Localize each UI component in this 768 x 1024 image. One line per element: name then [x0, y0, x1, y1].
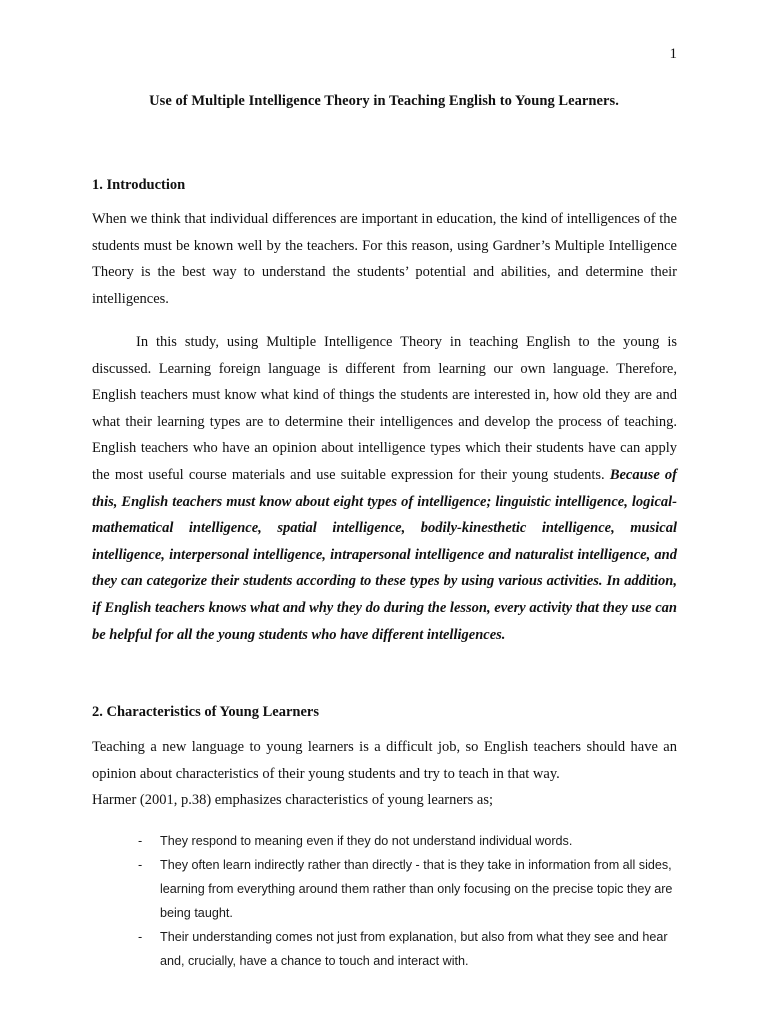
characteristics-paragraph-1: Teaching a new language to young learners is a difficult job, so English teachers should have an opinion about characteristics of their young students and try to teach in that way.	[92, 739, 677, 782]
section-heading-characteristics: 2. Characteristics of Young Learners	[92, 704, 319, 720]
characteristics-paragraph-2: Harmer (2001, p.38) emphasizes characteristics of young learners as;	[92, 792, 494, 808]
bullet-text: They respond to meaning even if they do not understand individual words.	[160, 834, 573, 848]
page-number: 1	[669, 46, 677, 62]
bullet-item	[92, 829, 677, 853]
bullet-text: They often learn indirectly rather than directly - that is they take in information from all sides, learning from everything around them rather than only focusing on the precise topic they are being taught.	[160, 858, 673, 920]
characteristics-bullet-list	[92, 829, 677, 973]
bullet-marker: -	[138, 858, 143, 872]
document-title: Use of Multiple Intelligence Theory in Teaching English to Young Learners.	[149, 93, 619, 109]
intro-paragraph-2-text: In this study, using Multiple Intelligence Theory in teaching English to the young is discussed. Learning foreign language is different from learning our own language. Therefore, English teachers must know what kind of things the students are interested in, how old they are and what their learning types are to determine their intelligences and develop the process of teaching. English teachers who have an opinion about intelligence types which their students have can apply the most useful course materials and use suitable expression for their young students.	[92, 334, 677, 483]
intro-paragraph-2	[92, 329, 677, 648]
section-heading-introduction: 1. Introduction	[92, 177, 186, 193]
bullet-marker: -	[138, 930, 143, 944]
intro-emphasis-text: Because of this, English teachers must know about eight types of intelligence; linguistic intelligence, logical-mathematical intelligence, spatial intelligence, bodily-kinesthetic intelligence, musical intelligence, interpersonal intelligence, intrapersonal intelligence and naturalist intelligence, and they can categorize their students according to these types by using various activities. In addition, if English teachers knows what and why they do during the lesson, every activity that they use can be helpful for all the young students who have different intelligences.	[92, 466, 677, 643]
intro-paragraph-1: When we think that individual differences are important in education, the kind of intelligences of the students must be known well by the teachers. For this reason, using Gardner’s Multiple Intelligence Theory is the best way to understand the students’ potential and abilities, and determine their intelligences.	[92, 211, 677, 307]
bullet-item	[92, 853, 677, 925]
bullet-item	[92, 925, 677, 973]
bullet-marker: -	[138, 834, 143, 848]
bullet-text: Their understanding comes not just from explanation, but also from what they see and hear and, crucially, have a chance to touch and interact with.	[160, 930, 668, 968]
